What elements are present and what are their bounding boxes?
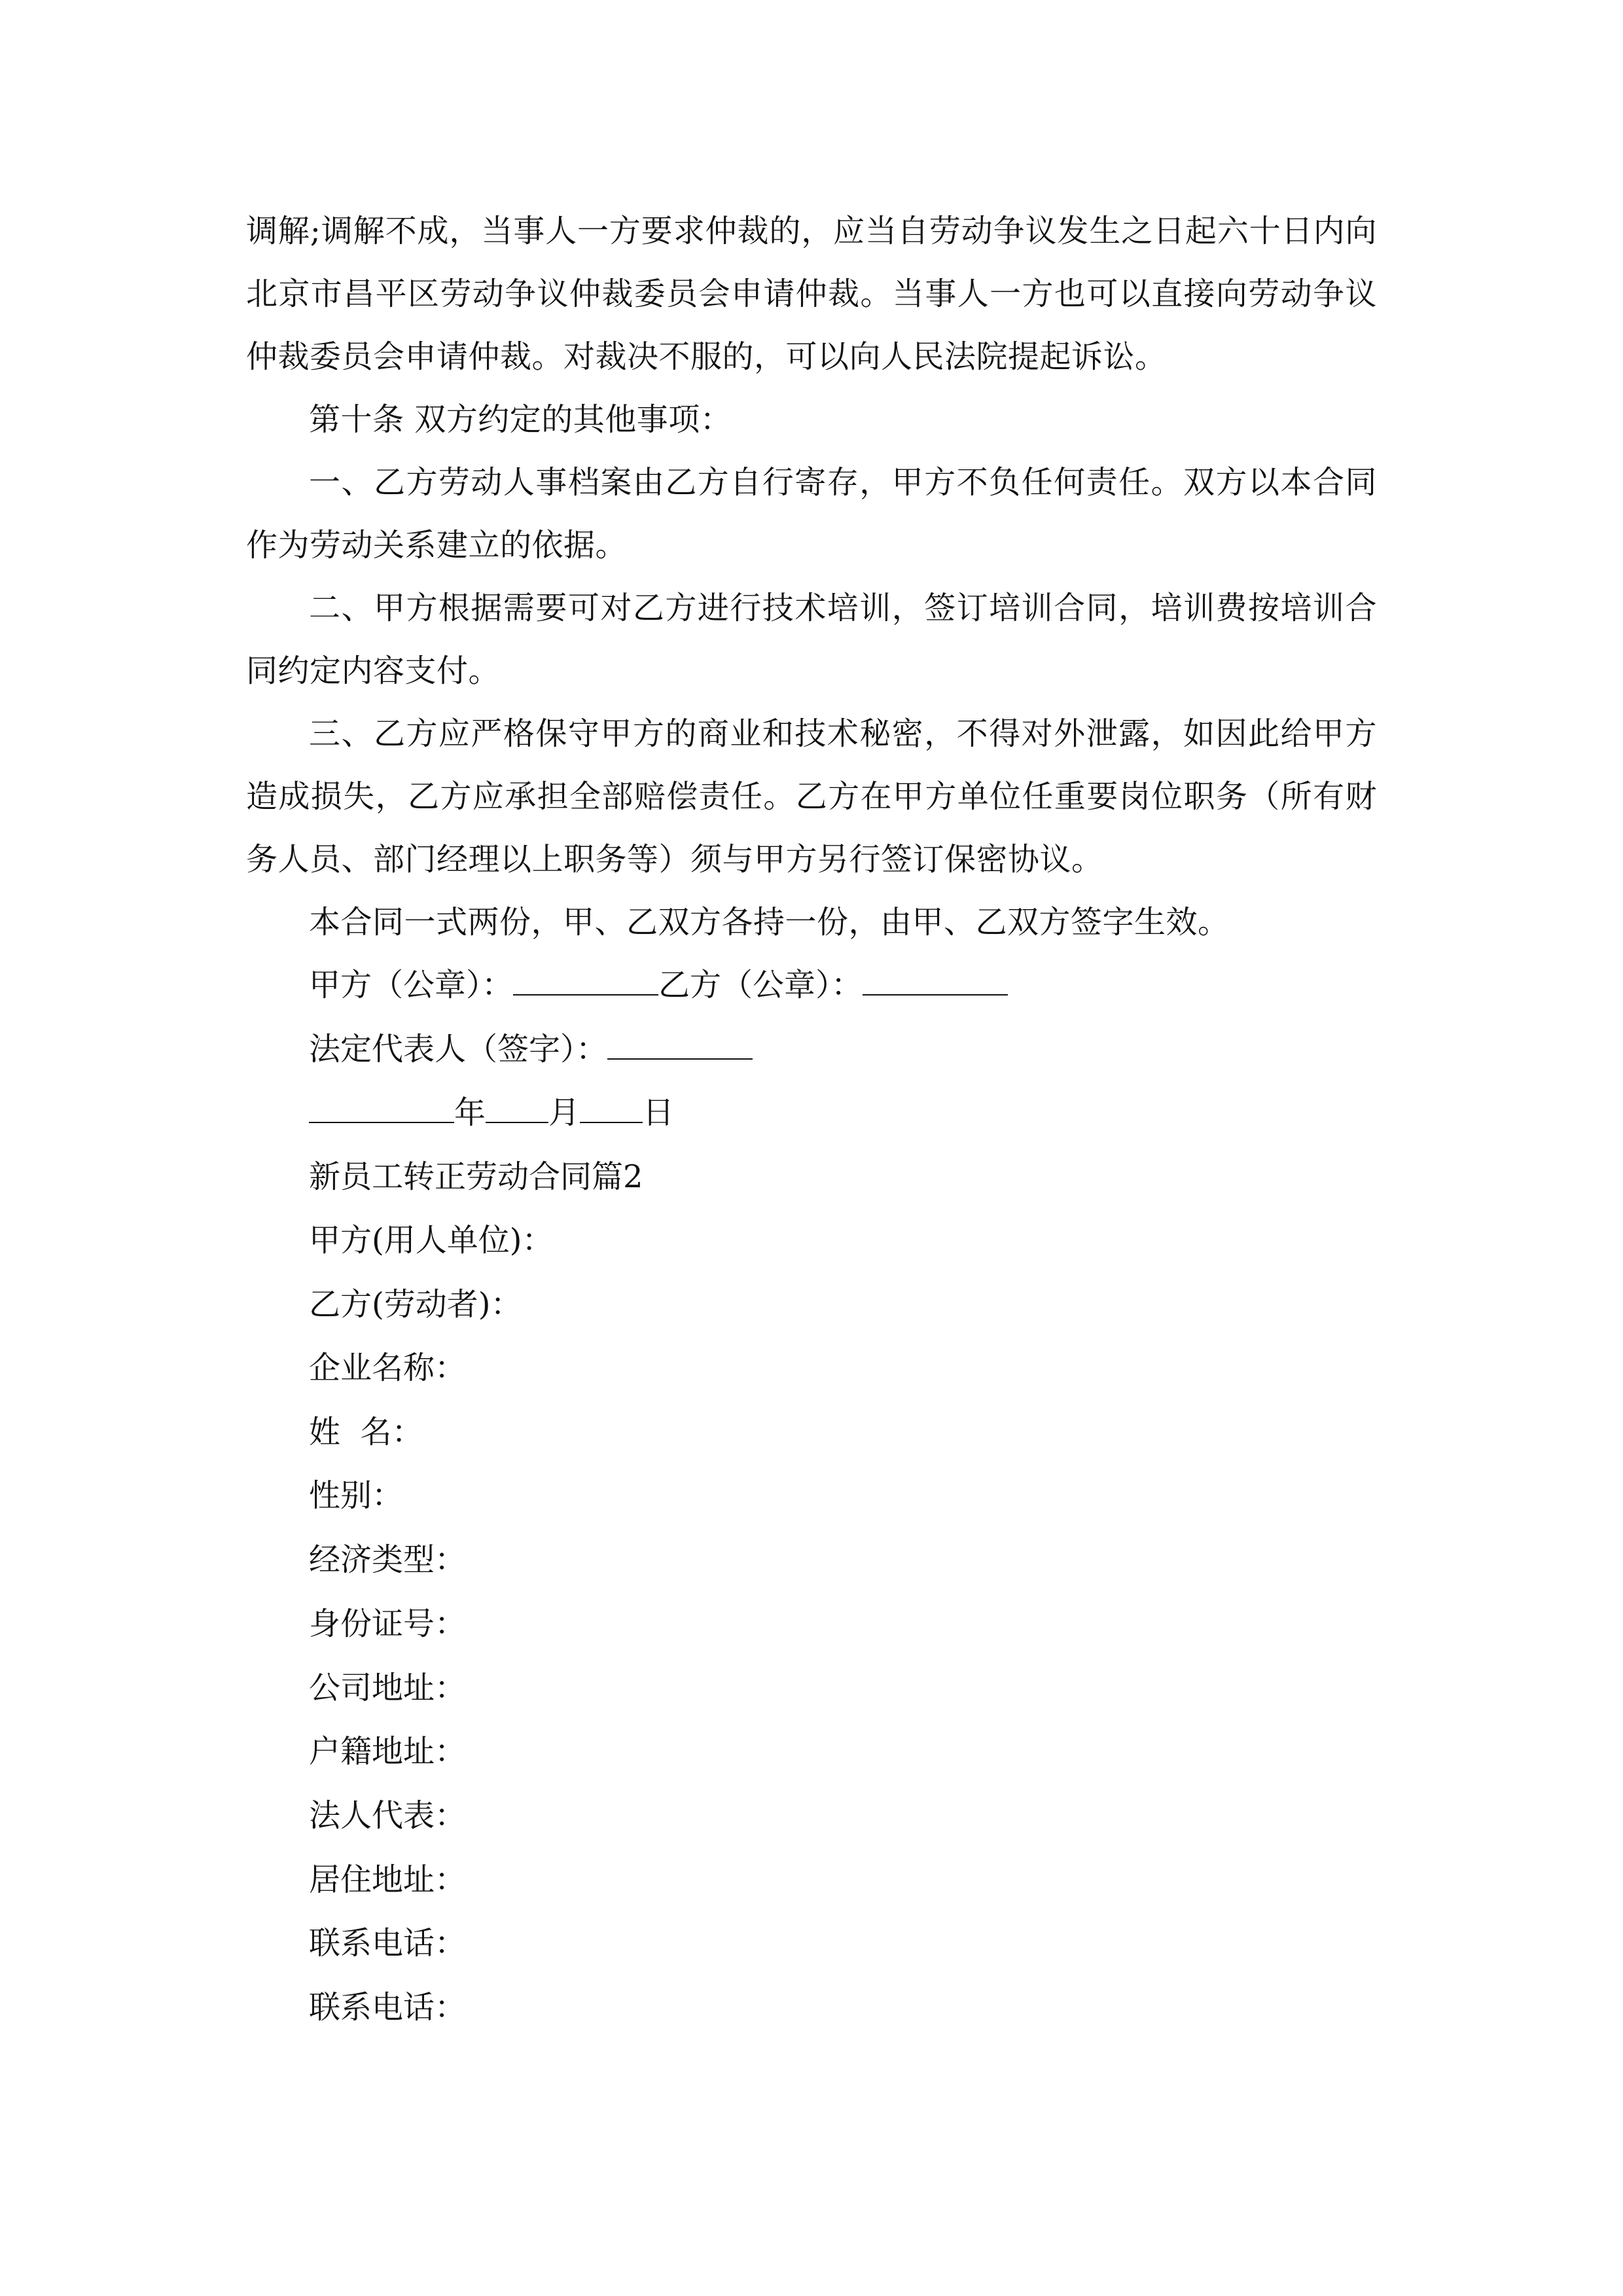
article-10-heading: 第十条 双方约定的其他事项： <box>309 401 732 438</box>
field-gender: 性别： <box>309 1477 404 1515</box>
section-2-title: 新员工转正劳动合同篇2 <box>309 1158 643 1195</box>
party-b-seal-label: 乙方（公章）： <box>658 967 863 1003</box>
field-company-name: 企业名称： <box>309 1350 467 1386</box>
year-blank <box>309 1093 454 1123</box>
field-company-address: 公司地址： <box>309 1669 467 1706</box>
day-blank <box>580 1093 643 1123</box>
field-economic-type: 经济类型： <box>309 1541 467 1579</box>
month-label: 月 <box>548 1094 580 1131</box>
document-page <box>246 200 1377 2040</box>
party-b-seal-blank <box>863 965 1008 996</box>
field-household-address: 户籍地址： <box>309 1733 467 1770</box>
field-phone-2: 联系电话： <box>309 1989 467 2026</box>
copies-paragraph: 本合同一式两份，甲、乙双方各持一份，由甲、乙双方签字生效。 <box>309 904 1230 941</box>
month-blank <box>486 1093 548 1123</box>
legal-rep-blank <box>607 1030 753 1060</box>
legal-rep-label: 法定代表人（签字）： <box>309 1030 608 1067</box>
seal-line <box>246 954 1377 1018</box>
field-residence-address: 居住地址： <box>309 1861 467 1898</box>
field-name: 姓 名： <box>309 1413 423 1450</box>
dispute-resolution-paragraph: 调解;调解不成，当事人一方要求仲裁的，应当自劳动争议发生之日起六十日内向北京市昌平区劳动争议仲裁委员会申请仲裁。当事人一方也可以直接向劳动争议仲裁委员会申请仲裁。对裁决不服的，可以向人民法院提起诉讼。 <box>246 213 1377 375</box>
article-10-item-1: 一、乙方劳动人事档案由乙方自行寄存，甲方不负任何责任。双方以本合同作为劳动关系建立的依据。 <box>246 464 1377 564</box>
contract-field-list <box>246 1336 1377 2040</box>
field-phone-1: 联系电话： <box>309 1925 467 1962</box>
date-line <box>246 1081 1377 1145</box>
day-label: 日 <box>643 1094 675 1131</box>
year-label: 年 <box>454 1094 486 1131</box>
article-10-item-2: 二、甲方根据需要可对乙方进行技术培训，签订培训合同，培训费按培训合同约定内容支付。 <box>246 590 1377 689</box>
party-a-seal-blank <box>513 965 658 996</box>
employer-label: 甲方(用人单位)： <box>309 1222 554 1259</box>
field-legal-representative: 法人代表： <box>309 1797 467 1834</box>
party-a-seal-label: 甲方（公章）： <box>309 967 514 1003</box>
field-id-number: 身份证号： <box>309 1605 467 1642</box>
article-10-item-3: 三、乙方应严格保守甲方的商业和技术秘密，不得对外泄露，如因此给甲方造成损失，乙方应承担全部赔偿责任。乙方在甲方单位任重要岗位职务（所有财务人员、部门经理以上职务等）须与甲方另行签订保密协议。 <box>246 715 1377 878</box>
employee-label: 乙方(劳动者)： <box>309 1285 522 1323</box>
legal-rep-line <box>246 1018 1377 1082</box>
